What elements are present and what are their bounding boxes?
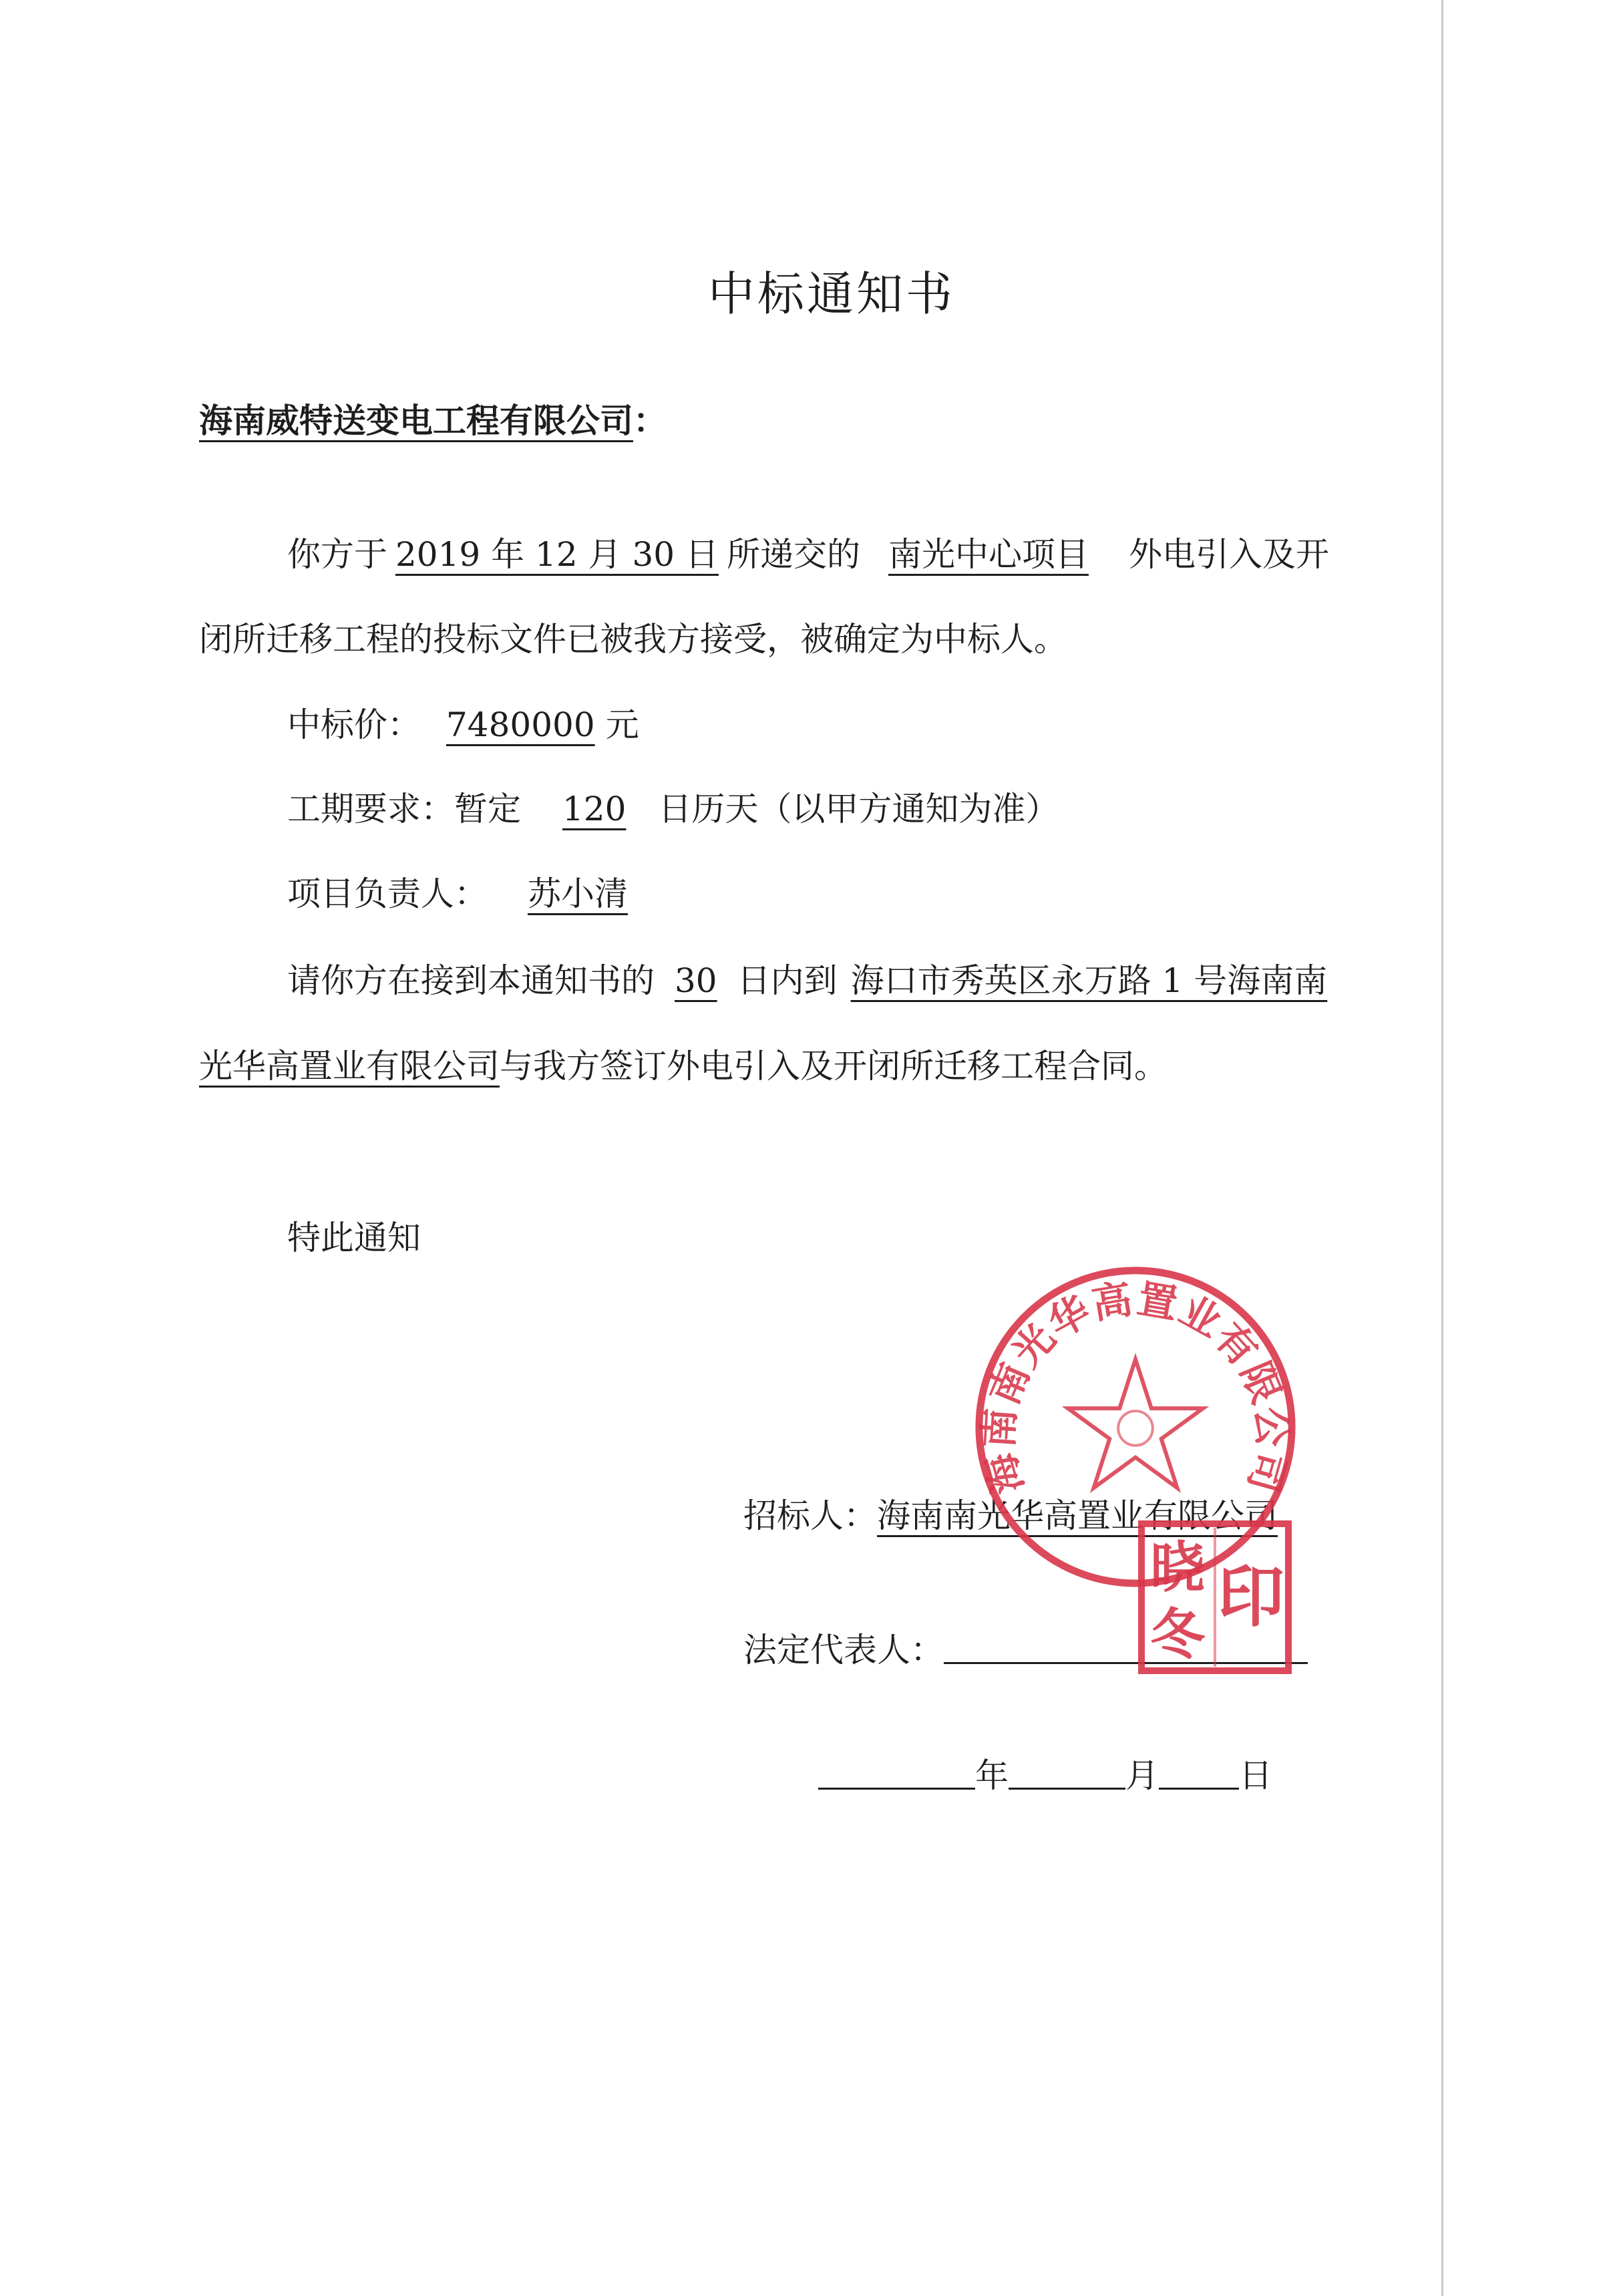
duration-label: 工期要求：暂定 <box>287 790 521 828</box>
paragraph-1-line-1 <box>287 535 1329 574</box>
document-title: 中标通知书 <box>708 267 955 321</box>
bid-price-value: 7480000 <box>446 705 595 744</box>
signing-para-text-1: 请你方在接到本通知书的 <box>287 961 655 1000</box>
seal-char-1: 晓 <box>1149 1536 1206 1600</box>
year-label: 年 <box>975 1756 1009 1795</box>
addressee-name: 海南威特送变电工程有限公司 <box>199 401 633 440</box>
para1-text-2: 所递交的 <box>726 535 860 574</box>
signing-para-line-1 <box>287 961 1328 1000</box>
para1-text-3: 外电引入及开 <box>1128 535 1329 574</box>
duration-value: 120 <box>562 790 627 828</box>
day-label: 日 <box>1239 1756 1272 1795</box>
project-manager-name: 苏小清 <box>528 874 628 913</box>
bid-price-line <box>287 705 639 744</box>
project-manager-line <box>287 874 671 913</box>
signing-para-text-2: 日内到 <box>737 961 838 1000</box>
svg-text:冬: 冬 <box>1149 1603 1206 1667</box>
scan-edge-line <box>1441 0 1443 2296</box>
month-blank <box>1009 1756 1125 1790</box>
notice-closing: 特此通知 <box>287 1218 421 1257</box>
submission-date: 2019 年 12 月 30 日 <box>395 535 719 574</box>
addressee-line <box>199 401 667 440</box>
signing-place-1: 海口市秀英区永万路 1 号海南南 <box>850 961 1328 1000</box>
tenderer-name: 海南南光华高置业有限公司 <box>877 1496 1278 1535</box>
bid-price-unit: 元 <box>605 705 639 744</box>
year-blank <box>818 1756 975 1790</box>
addressee-colon: ： <box>633 401 667 440</box>
signature-seal <box>1137 1520 1292 1675</box>
para1-text-1: 你方于 <box>287 535 387 574</box>
bid-price-label: 中标价： <box>287 705 421 744</box>
duration-unit: 日历天（以甲方通知为准） <box>658 790 1059 828</box>
signing-days: 30 <box>675 961 717 1000</box>
signing-place-2: 光华高置业有限公司 <box>199 1047 500 1086</box>
project-manager-label: 项目负责人： <box>287 874 488 913</box>
day-blank <box>1159 1756 1239 1790</box>
stamp-lettering: 海南南光华高置业有限公司 <box>975 1275 1296 1499</box>
svg-text:海南南光华高置业有限公司 <box>975 1275 1296 1498</box>
month-label: 月 <box>1125 1756 1159 1795</box>
signing-para-line-2 <box>199 1047 1168 1086</box>
paragraph-1-line-2: 闭所迁移工程的投标文件已被我方接受，被确定为中标人。 <box>199 620 1067 659</box>
date-line <box>818 1756 1272 1795</box>
svg-text:印: 印 <box>1218 1557 1284 1636</box>
signing-para-text-3: 与我方签订外电引入及开闭所迁移工程合同。 <box>500 1047 1168 1086</box>
stamp-star-icon <box>1068 1359 1203 1488</box>
legal-rep-label: 法定代表人： <box>743 1631 944 1669</box>
duration-line <box>287 792 1059 826</box>
tenderer-label: 招标人： <box>743 1496 877 1535</box>
project-name: 南光中心项目 <box>888 535 1089 574</box>
